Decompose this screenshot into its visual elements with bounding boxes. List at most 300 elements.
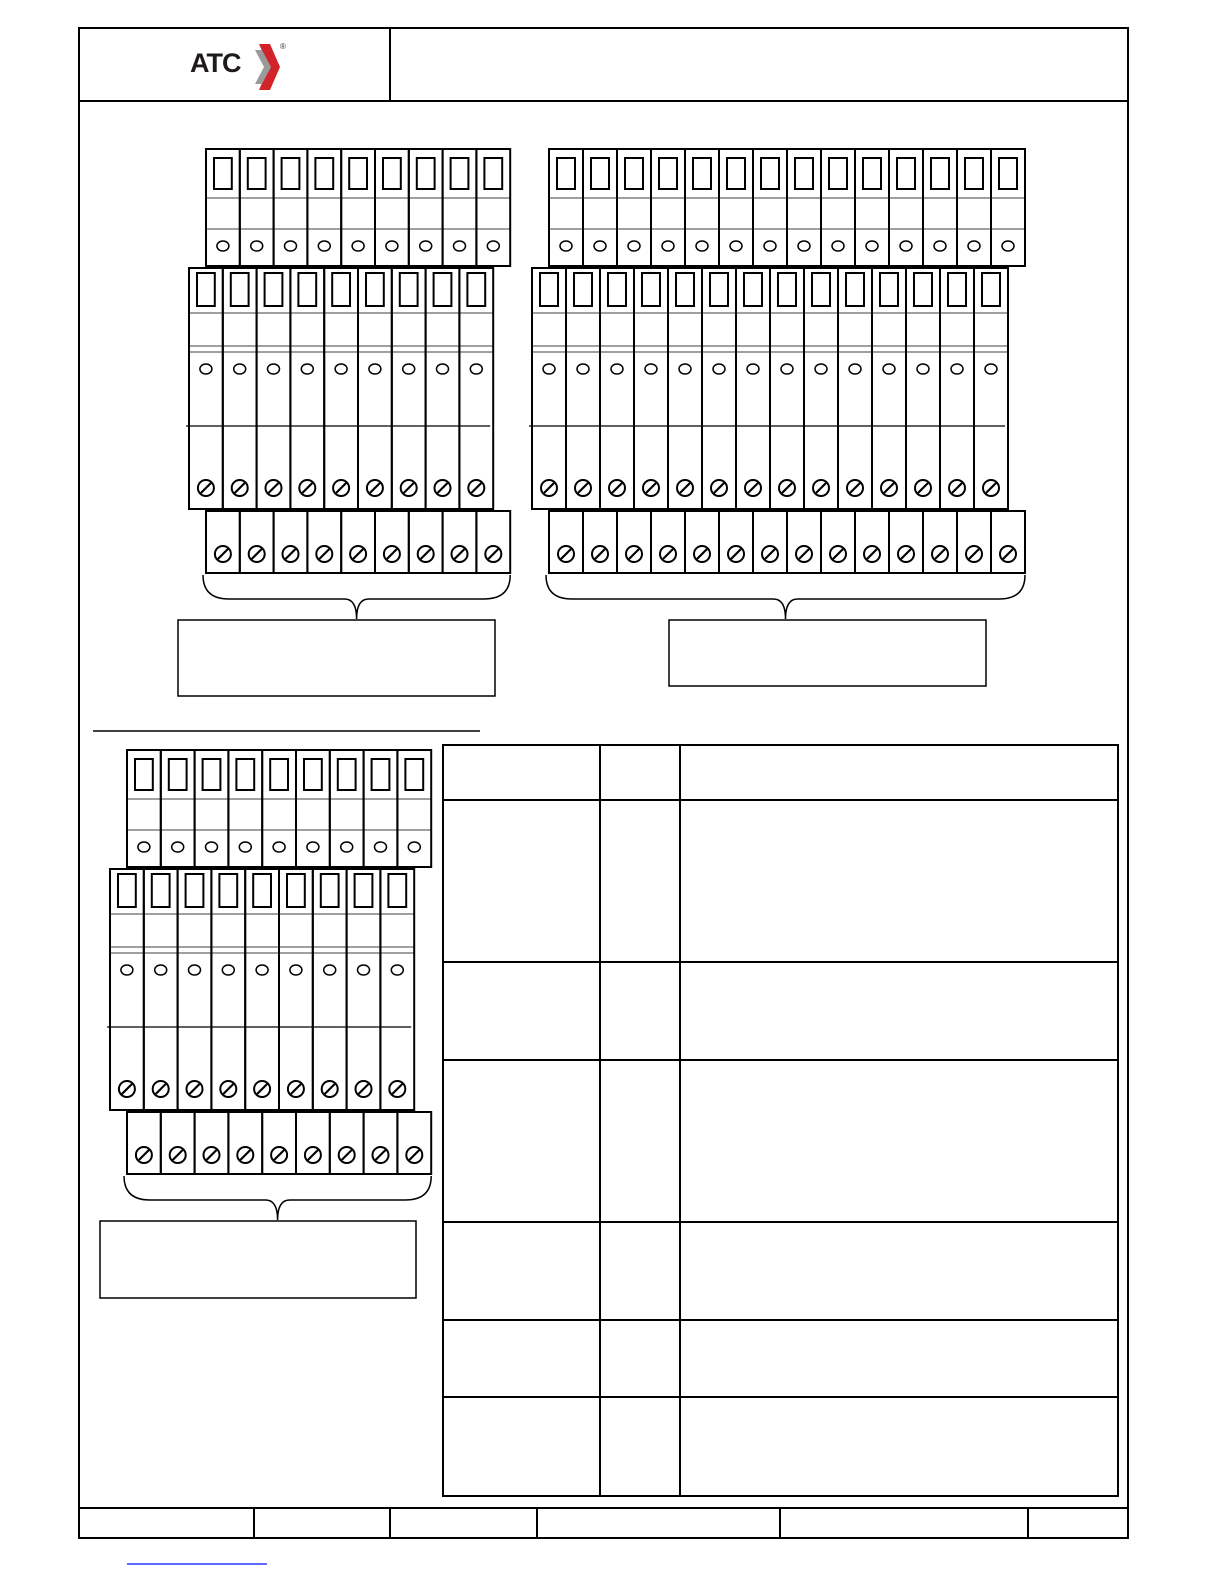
lower-terminal-body — [600, 268, 634, 509]
label-window — [270, 759, 288, 790]
label-window — [931, 158, 949, 189]
screw-slot — [471, 483, 481, 493]
lower-terminal — [355, 268, 409, 573]
upper-terminal — [443, 149, 477, 266]
terminal-group-group-a — [186, 149, 510, 619]
label-window — [574, 273, 592, 306]
screw-slot — [370, 483, 380, 493]
test-hole — [403, 364, 415, 374]
lower-terminal-body — [178, 869, 212, 1110]
lower-terminal — [220, 268, 274, 573]
test-hole — [217, 241, 229, 251]
upper-terminal-row — [127, 750, 431, 867]
upper-terminal — [296, 750, 330, 867]
lower-terminal-body — [634, 268, 668, 509]
label-window — [727, 158, 745, 189]
label-window — [795, 158, 813, 189]
test-hole — [883, 364, 895, 374]
upper-terminal-body — [397, 750, 431, 867]
screw-terminal-body — [375, 511, 409, 573]
test-hole — [352, 241, 364, 251]
label-window — [417, 158, 435, 189]
label-window — [405, 759, 423, 790]
lower-terminal-body — [872, 268, 906, 509]
label-window — [197, 273, 215, 306]
test-hole — [172, 842, 184, 852]
test-hole — [200, 364, 212, 374]
upper-terminal — [274, 149, 308, 266]
screw-slot — [952, 483, 962, 493]
upper-terminal-row — [206, 149, 510, 266]
screw-terminal-body — [364, 1112, 398, 1174]
lower-terminal-body — [144, 869, 178, 1110]
screw-slot — [782, 483, 792, 493]
screw-slot — [409, 1150, 419, 1160]
label-window — [321, 874, 339, 907]
upper-terminal-body — [889, 149, 923, 266]
label-window — [298, 273, 316, 306]
lower-terminal — [665, 268, 719, 573]
screw-terminal-body — [397, 1112, 431, 1174]
label-window — [484, 158, 502, 189]
upper-terminal — [617, 149, 651, 266]
test-hole — [420, 241, 432, 251]
lower-terminal-body — [380, 869, 414, 1110]
upper-terminal-body — [127, 750, 161, 867]
label-window — [676, 273, 694, 306]
screw-slot — [404, 483, 414, 493]
test-hole — [713, 364, 725, 374]
screw-slot — [122, 1084, 132, 1094]
label-window — [710, 273, 728, 306]
screw-slot — [421, 549, 431, 559]
label-window — [914, 273, 932, 306]
group-c-label-box — [100, 1221, 416, 1298]
screw-slot — [561, 549, 571, 559]
test-hole — [234, 364, 246, 374]
screw-terminal-body — [651, 511, 685, 573]
screw-slot — [252, 549, 262, 559]
screw-slot — [269, 483, 279, 493]
screw-slot — [663, 549, 673, 559]
screw-terminal-body — [206, 511, 240, 573]
label-window — [540, 273, 558, 306]
test-hole — [454, 241, 466, 251]
screw-terminal-body — [617, 511, 651, 573]
upper-terminal — [889, 149, 923, 266]
lower-terminal — [321, 268, 375, 573]
lower-terminal — [287, 268, 341, 573]
upper-terminal — [651, 149, 685, 266]
lower-terminal — [242, 869, 296, 1174]
screw-slot — [935, 549, 945, 559]
lower-terminal-body — [313, 869, 347, 1110]
label-window — [999, 158, 1017, 189]
lower-terminal-body — [223, 268, 257, 509]
lower-terminal-body — [838, 268, 872, 509]
test-hole — [437, 364, 449, 374]
lower-terminal — [767, 268, 821, 573]
screw-terminal-body — [296, 1112, 330, 1174]
lower-terminal — [699, 268, 753, 573]
screw-slot — [799, 549, 809, 559]
upper-terminal-body — [443, 149, 477, 266]
lower-terminal-row — [186, 268, 510, 573]
screw-slot — [207, 1150, 217, 1160]
lower-terminal-body — [736, 268, 770, 509]
lower-terminal-body — [974, 268, 1008, 509]
screw-slot — [765, 549, 775, 559]
upper-terminal — [476, 149, 510, 266]
label-window — [135, 759, 153, 790]
test-hole — [628, 241, 640, 251]
upper-terminal — [957, 149, 991, 266]
label-window — [152, 874, 170, 907]
test-hole — [560, 241, 572, 251]
screw-slot — [235, 483, 245, 493]
lower-terminal-body — [189, 268, 223, 509]
label-window — [315, 158, 333, 189]
label-window — [287, 874, 305, 907]
screw-slot — [901, 549, 911, 559]
label-window — [248, 158, 266, 189]
test-hole — [301, 364, 313, 374]
lower-terminal-body — [358, 268, 392, 509]
test-hole — [268, 364, 280, 374]
screw-slot — [578, 483, 588, 493]
label-window — [236, 759, 254, 790]
screw-slot — [833, 549, 843, 559]
terminal-group-group-c — [107, 750, 431, 1220]
screw-slot — [731, 549, 741, 559]
label-window — [338, 759, 356, 790]
screw-terminal-body — [889, 511, 923, 573]
brand-logo — [190, 40, 290, 90]
logo-text: ATC — [190, 48, 241, 78]
test-hole — [594, 241, 606, 251]
label-window — [744, 273, 762, 306]
screw-slot — [595, 549, 605, 559]
label-window — [282, 158, 300, 189]
test-hole — [1002, 241, 1014, 251]
upper-terminal — [375, 149, 409, 266]
test-hole — [543, 364, 555, 374]
label-window — [169, 759, 187, 790]
test-hole — [951, 364, 963, 374]
screw-terminal-body — [127, 1112, 161, 1174]
upper-terminal-body — [821, 149, 855, 266]
lower-terminal — [186, 268, 240, 573]
lower-terminal — [529, 268, 583, 573]
label-window — [591, 158, 609, 189]
upper-terminal-body — [719, 149, 753, 266]
group-b-label-box — [669, 620, 986, 686]
upper-terminal-body — [330, 750, 364, 867]
label-window — [434, 273, 452, 306]
upper-terminal-body — [262, 750, 296, 867]
lower-terminal — [801, 268, 855, 573]
lower-terminal-body — [702, 268, 736, 509]
screw-slot — [257, 1084, 267, 1094]
test-hole — [121, 965, 133, 975]
screw-slot — [680, 483, 690, 493]
label-window — [467, 273, 485, 306]
label-window — [304, 759, 322, 790]
test-hole — [900, 241, 912, 251]
lower-terminal — [175, 869, 229, 1174]
upper-terminal-body — [549, 149, 583, 266]
screw-slot — [850, 483, 860, 493]
screw-terminal-body — [583, 511, 617, 573]
test-hole — [470, 364, 482, 374]
lower-terminal-row — [529, 268, 1025, 573]
lower-terminal-body — [566, 268, 600, 509]
test-hole — [934, 241, 946, 251]
test-hole — [730, 241, 742, 251]
label-window — [608, 273, 626, 306]
screw-terminal-body — [195, 1112, 229, 1174]
lower-terminal — [456, 268, 510, 573]
screw-terminal-body — [923, 511, 957, 573]
test-hole — [408, 842, 420, 852]
label-window — [253, 874, 271, 907]
screw-slot — [387, 549, 397, 559]
screw-slot — [629, 549, 639, 559]
screw-slot — [1003, 549, 1013, 559]
upper-terminal-body — [375, 149, 409, 266]
upper-terminal-body — [651, 149, 685, 266]
label-window — [778, 273, 796, 306]
label-window — [265, 273, 283, 306]
screw-terminal-body — [685, 511, 719, 573]
test-hole — [206, 842, 218, 852]
label-window — [349, 158, 367, 189]
upper-terminal — [206, 149, 240, 266]
screw-terminal-body — [307, 511, 341, 573]
screw-slot — [336, 483, 346, 493]
upper-terminal-body — [753, 149, 787, 266]
screw-slot — [201, 483, 211, 493]
screw-slot — [867, 549, 877, 559]
label-window — [829, 158, 847, 189]
test-hole — [290, 965, 302, 975]
upper-terminal — [923, 149, 957, 266]
label-window — [948, 273, 966, 306]
screw-slot — [646, 483, 656, 493]
upper-terminal — [549, 149, 583, 266]
screw-terminal-body — [991, 511, 1025, 573]
test-hole — [369, 364, 381, 374]
upper-terminal-body — [364, 750, 398, 867]
lower-terminal-body — [906, 268, 940, 509]
label-window — [219, 874, 237, 907]
test-hole — [577, 364, 589, 374]
lower-terminal — [377, 869, 431, 1174]
upper-terminal-body — [923, 149, 957, 266]
lower-terminal-body — [257, 268, 291, 509]
test-hole — [645, 364, 657, 374]
upper-terminal-body — [787, 149, 821, 266]
test-hole — [487, 241, 499, 251]
upper-terminal — [409, 149, 443, 266]
lower-terminal-body — [110, 869, 144, 1110]
screw-slot — [359, 1084, 369, 1094]
screw-slot — [392, 1084, 402, 1094]
screw-terminal-body — [228, 1112, 262, 1174]
screw-terminal-body — [341, 511, 375, 573]
upper-terminal — [330, 750, 364, 867]
label-window — [761, 158, 779, 189]
screw-slot — [918, 483, 928, 493]
test-hole — [866, 241, 878, 251]
upper-terminal — [364, 750, 398, 867]
test-hole — [968, 241, 980, 251]
upper-terminal-body — [307, 149, 341, 266]
upper-terminal — [855, 149, 889, 266]
lower-terminal — [423, 268, 477, 573]
lower-terminal-body — [290, 268, 324, 509]
label-window — [625, 158, 643, 189]
lower-terminal — [937, 268, 991, 573]
screw-slot — [291, 1084, 301, 1094]
label-window — [231, 273, 249, 306]
screw-terminal-body — [443, 511, 477, 573]
label-window — [557, 158, 575, 189]
screw-slot — [190, 1084, 200, 1094]
test-hole — [155, 965, 167, 975]
upper-terminal-body — [228, 750, 262, 867]
screw-terminal-body — [409, 511, 443, 573]
screw-terminal-body — [549, 511, 583, 573]
label-window — [203, 759, 221, 790]
lower-terminal — [276, 869, 330, 1174]
screw-slot — [884, 483, 894, 493]
label-window — [863, 158, 881, 189]
lower-terminal — [344, 869, 398, 1174]
test-hole — [256, 965, 268, 975]
test-hole — [318, 241, 330, 251]
lower-terminal — [141, 869, 195, 1174]
lower-terminal-body — [668, 268, 702, 509]
screw-slot — [986, 483, 996, 493]
lower-terminal-body — [804, 268, 838, 509]
upper-terminal-body — [341, 149, 375, 266]
upper-terminal — [195, 750, 229, 867]
screw-terminal-body — [957, 511, 991, 573]
lower-terminal-body — [279, 869, 313, 1110]
upper-terminal-body — [206, 149, 240, 266]
upper-terminal — [307, 149, 341, 266]
screw-slot — [223, 1084, 233, 1094]
screw-slot — [748, 483, 758, 493]
screw-slot — [139, 1150, 149, 1160]
test-hole — [285, 241, 297, 251]
test-hole — [391, 965, 403, 975]
screw-slot — [319, 549, 329, 559]
test-hole — [239, 842, 251, 852]
lower-terminal-body — [245, 869, 279, 1110]
lower-terminal — [733, 268, 787, 573]
screw-slot — [308, 1150, 318, 1160]
test-hole — [222, 965, 234, 975]
screw-terminal-body — [821, 511, 855, 573]
lower-terminal-body — [940, 268, 974, 509]
label-window — [846, 273, 864, 306]
upper-terminal-body — [583, 149, 617, 266]
lower-terminal — [107, 869, 161, 1174]
screw-terminal-body — [855, 511, 889, 573]
lower-terminal-body — [392, 268, 426, 509]
lower-terminal-body — [459, 268, 493, 509]
upper-terminal-body — [409, 149, 443, 266]
upper-terminal — [685, 149, 719, 266]
upper-terminal — [753, 149, 787, 266]
screw-slot — [286, 549, 296, 559]
upper-terminal-body — [195, 750, 229, 867]
test-hole — [324, 965, 336, 975]
label-window — [642, 273, 660, 306]
screw-slot — [376, 1150, 386, 1160]
test-hole — [375, 842, 387, 852]
lower-terminal — [254, 268, 308, 573]
lower-terminal — [597, 268, 651, 573]
upper-terminal — [583, 149, 617, 266]
label-window — [693, 158, 711, 189]
upper-terminal-body — [855, 149, 889, 266]
test-hole — [679, 364, 691, 374]
lower-terminal-body — [426, 268, 460, 509]
lower-terminal — [389, 268, 443, 573]
lower-terminal — [903, 268, 957, 573]
test-hole — [335, 364, 347, 374]
group-brace — [546, 575, 1025, 619]
screw-terminal-body — [753, 511, 787, 573]
test-hole — [138, 842, 150, 852]
screw-slot — [612, 483, 622, 493]
upper-terminal-body — [685, 149, 719, 266]
screw-slot — [544, 483, 554, 493]
label-window — [880, 273, 898, 306]
test-hole — [781, 364, 793, 374]
screw-terminal-body — [787, 511, 821, 573]
screw-terminal-body — [262, 1112, 296, 1174]
label-window — [812, 273, 830, 306]
screw-slot — [218, 549, 228, 559]
lower-terminal — [631, 268, 685, 573]
screw-slot — [353, 549, 363, 559]
test-hole — [386, 241, 398, 251]
screw-slot — [438, 483, 448, 493]
upper-terminal — [161, 750, 195, 867]
test-hole — [798, 241, 810, 251]
test-hole — [358, 965, 370, 975]
lower-terminal — [208, 869, 262, 1174]
label-window — [897, 158, 915, 189]
footer-link-underline[interactable] — [127, 1558, 267, 1568]
upper-terminal — [240, 149, 274, 266]
lower-terminal — [563, 268, 617, 573]
screw-slot — [302, 483, 312, 493]
test-hole — [815, 364, 827, 374]
upper-terminal-body — [617, 149, 651, 266]
screw-slot — [488, 549, 498, 559]
screw-terminal-body — [274, 511, 308, 573]
lower-terminal — [971, 268, 1025, 573]
upper-terminal — [719, 149, 753, 266]
screw-slot — [173, 1150, 183, 1160]
screw-slot — [156, 1084, 166, 1094]
upper-terminal — [991, 149, 1025, 266]
